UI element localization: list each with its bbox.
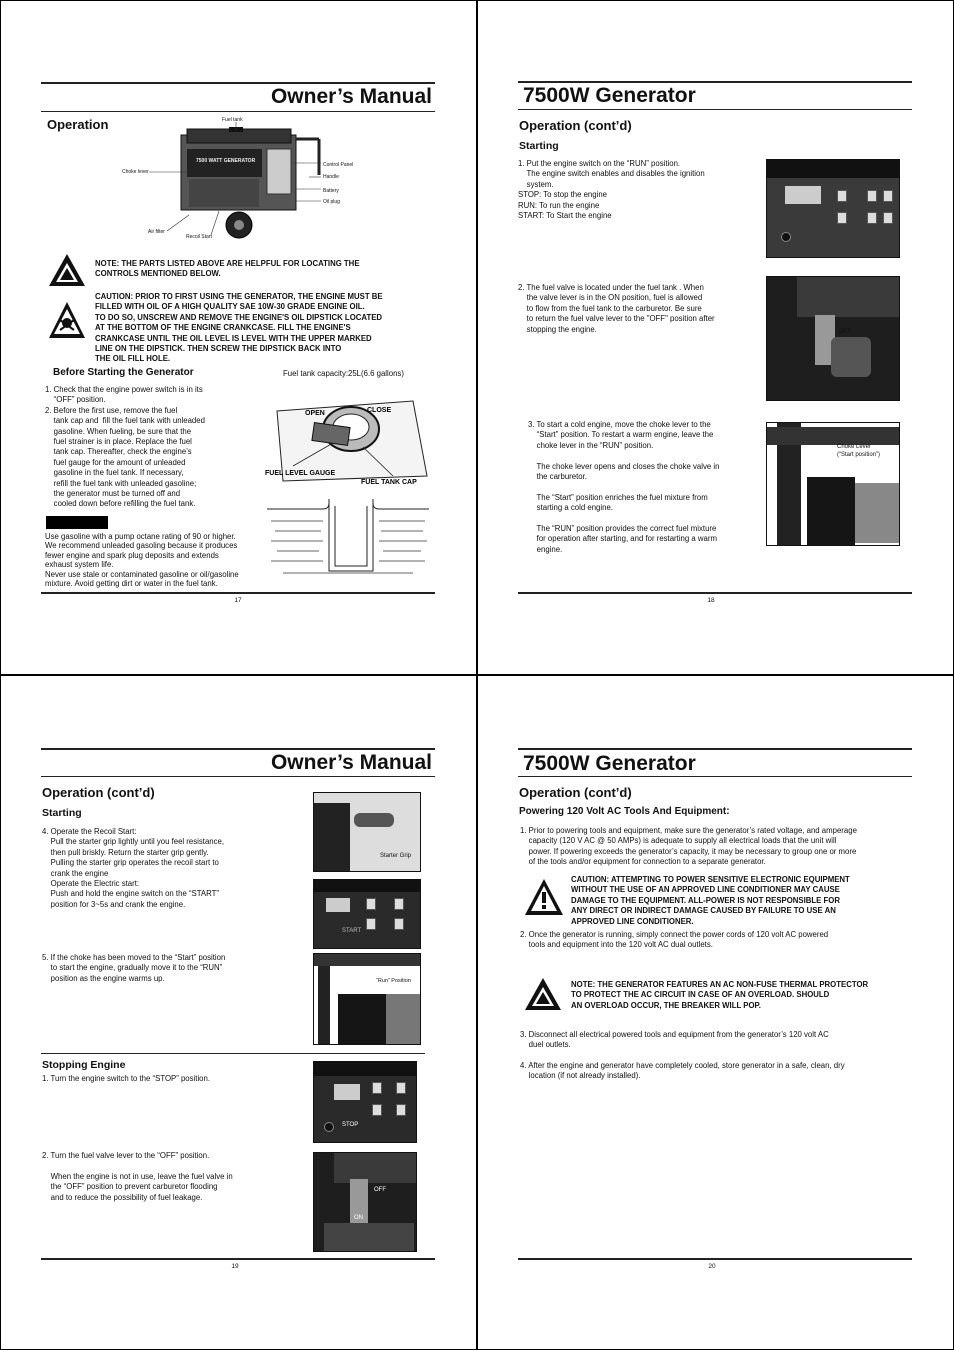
- section-title: Operation: [47, 117, 109, 132]
- step-4-recoil-start: 4. Operate the Recoil Start: Pull the starter grip lightly until you feel resistance, then pull briskly. Return the starter grip gently. Pulling the starter grip operates the recoil start to crank the engine Operate the Electric start: Push and hold the engine switch on the “START” position for 3~5s and crank the engine.: [42, 827, 225, 909]
- stop-label: STOP: [342, 1122, 359, 1128]
- header-rule-bottom: [41, 111, 435, 112]
- page-19: [0, 675, 477, 1350]
- step-3-choke: 3. To start a cold engine, move the choke lever to the “Start” position. To restart a warm engine, leave the choke lever in the “RUN” position. The choke lever opens and closes the choke valve in the carburetor. The “Start” position enriches the fuel mixture from starting a cold engine. The “RUN” position provides the correct fuel mixture for operation after starting, and for restarting a warm engine.: [528, 420, 720, 554]
- fuel-off-photo: [313, 1152, 417, 1252]
- page-20: [477, 675, 954, 1350]
- starting-heading: Starting: [519, 140, 559, 152]
- section-title: Operation (cont’d): [519, 785, 632, 800]
- footer-rule: [518, 1258, 912, 1260]
- item-4-store: 4. After the engine and generator have completely cooled, store generator in a safe, clean, dry location (if not already installed).: [520, 1061, 845, 1081]
- page-header: Owner’s Manual: [270, 751, 432, 774]
- black-label-bar: [46, 516, 108, 529]
- stop-switch-photo: [313, 1061, 417, 1143]
- section-title: Operation (cont’d): [42, 785, 155, 800]
- start-label: START: [342, 928, 362, 934]
- page-number: 17: [234, 597, 242, 604]
- on-label: ON: [354, 1215, 363, 1221]
- off-label: OFF: [374, 1187, 386, 1193]
- label-fuel-tank: Fuel tank: [222, 117, 243, 123]
- fuel-gauge-label: FUEL LEVEL GAUGE: [265, 470, 336, 477]
- starter-grip-label: Starter Grip: [380, 853, 412, 859]
- powering-heading: Powering 120 Volt AC Tools And Equipment:: [519, 806, 730, 817]
- footer-rule: [41, 1258, 435, 1260]
- label-control-panel: Control Panel: [323, 162, 354, 168]
- page-number: 19: [231, 1263, 239, 1270]
- fuel-capacity: Fuel tank capacity:25L(6.6 gallons): [283, 369, 404, 378]
- brand-label: 7500 WATT GENERATOR: [196, 158, 256, 164]
- thermal-protector-note: NOTE: THE GENERATOR FEATURES AN AC NON-FUSE THERMAL PROTECTOR TO PROTECT THE AC CIRCUIT IN CASE OF AN OVERLOAD. SHOULD AN OVERLOAD OCCUR, THE BREAKER WILL POP.: [571, 980, 869, 1010]
- section-divider: [41, 1053, 425, 1054]
- page-17: [0, 0, 477, 675]
- step-1-engine-switch: 1. Put the engine switch on the “RUN” position. The engine switch enables and disables the ignition system. STOP: To stop the engine RUN: To run the engine START: To Start the engine: [518, 159, 705, 221]
- page-number: 18: [707, 597, 715, 604]
- footer-rule: [518, 592, 912, 594]
- header-rule-bottom: [41, 776, 435, 777]
- item-2-connect: 2. Once the generator is running, simply connect the power cords of 120 volt AC powered tools and equipment into the 120 volt AC dual outlets.: [520, 930, 829, 950]
- generator-illustration: [119, 115, 359, 245]
- close-label: CLOSE: [367, 407, 392, 414]
- fuel-cap-label: FUEL TANK CAP: [361, 479, 417, 486]
- header-rule: [41, 82, 435, 84]
- stopping-engine-heading: Stopping Engine: [42, 1059, 126, 1071]
- page-header: 7500W Generator: [523, 752, 696, 775]
- exclamation-warning-icon: [523, 877, 565, 917]
- starter-grip-photo: [313, 792, 421, 872]
- item-3-disconnect: 3. Disconnect all electrical powered tools and equipment from the generator’s 120 volt AC duel outlets.: [520, 1030, 829, 1050]
- gasoline-info: Use gasoline with a pump octane rating of 90 or higher. We recommend unleaded gasoling because it produces fewer engine and spark plug deposits and extends exhaust system life. Never use stale or contaminated gasoline or oil/gasoline mixture. Avoid getting dirt or water in the fuel tank.: [45, 532, 239, 589]
- label-choke-lever: Choke lever: [122, 169, 149, 175]
- warning-triangle-icon: [47, 252, 87, 288]
- section-title: Operation (cont’d): [519, 118, 632, 133]
- page-header: Owner’s Manual: [270, 85, 432, 108]
- control-panel-photo: [766, 159, 900, 258]
- stop-step-2: 2. Turn the fuel valve lever to the “OFF” position. When the engine is not in use, leave the fuel valve in the “OFF” position to prevent carburetor flooding and to reduce the possibility of fuel leakage.: [42, 1151, 233, 1202]
- start-switch-photo: [313, 879, 421, 949]
- fuel-valve-photo: [766, 276, 900, 401]
- parts-note: NOTE: THE PARTS LISTED ABOVE ARE HELPFUL FOR LOCATING THE CONTROLS MENTIONED BELOW.: [95, 259, 360, 279]
- header-rule: [518, 81, 912, 83]
- open-label: OPEN: [305, 410, 325, 417]
- step-5-choke-run: 5. If the choke has been moved to the “Start” position to start the engine, gradually move it to the “RUN” position as the engine warms up.: [42, 953, 226, 983]
- label-oil-plug: Oil plug: [323, 199, 340, 205]
- page-number: 20: [708, 1263, 716, 1270]
- step-2-fuel-valve: 2. The fuel valve is located under the fuel tank . When the valve lever is in the ON position, fuel is allowed to flow from the fuel tank to the carburetor. Be sure to return the fuel valve lever to the "OFF" position after stopping the engine.: [518, 283, 715, 334]
- run-position-photo: [313, 953, 421, 1045]
- before-starting-steps: 1. Check that the engine power switch is in its “OFF” position. 2. Before the first use, remove the fuel tank cap and fill the fuel tank with unleaded gasoline. When fueling, be sure that the fuel strainer is in place. Replace the fuel tank cap. Thereafter, check the engine’s fuel gauge for the amount of unleaded gasoline in the fuel tank. If necessary, refill the fuel tank with unleaded gasoline; the generator must be turned off and cooled down before refilling the fuel tank.: [45, 385, 205, 509]
- starting-heading: Starting: [42, 807, 82, 819]
- label-recoil-start: Recoil Start: [186, 234, 212, 240]
- stop-step-1: 1. Turn the engine switch to the “STOP” position.: [42, 1074, 211, 1083]
- label-air-filter: Air filter: [148, 229, 165, 235]
- run-position-label: “Run” Position: [376, 978, 411, 984]
- warning-triangle-icon: [523, 976, 563, 1012]
- choke-lever-label: Choke Lever (“Start position”): [837, 444, 881, 458]
- before-starting-heading: Before Starting the Generator: [53, 367, 194, 378]
- page-18: [477, 0, 954, 675]
- header-rule-bottom: [518, 776, 912, 777]
- header-rule-bottom: [518, 109, 912, 110]
- item-1-capacity: 1. Prior to powering tools and equipment, make sure the generator’s rated voltage, and amperage capacity (120 V AC @ 50 AMPs) is adequate to supply all electrical loads that the unit will power. If powering exceeds the generator’s capacity, it may be necessary to group one or more of the tools and/or equipment for connection to a separate generator.: [520, 826, 857, 867]
- label-battery: Battery: [323, 188, 339, 194]
- page-header: 7500W Generator: [523, 84, 696, 107]
- oil-caution: CAUTION: PRIOR TO FIRST USING THE GENERATOR, THE ENGINE MUST BE FILLED WITH OIL OF A HIGH QUALITY SAE 10W-30 GRADE ENGINE OIL. TO DO SO, UNSCREW AND REMOVE THE ENGINE'S OIL DIPSTICK LOCATED AT THE BOTTOM OF THE ENGINE CRANKCASE. FILL THE ENGINE'S CRANKCASE UNTIL THE OIL LEVEL IS LEVEL WITH THE UPPER MARKED LINE ON THE DIPSTICK. THEN SCREW THE DIPSTICK BACK INTO THE OIL FILL HOLE.: [95, 292, 383, 364]
- label-handle: Handle: [323, 174, 339, 180]
- header-rule: [518, 748, 912, 750]
- choke-lever-photo: [766, 422, 900, 546]
- header-rule: [41, 748, 435, 750]
- line-conditioner-caution: CAUTION: ATTEMPTING TO POWER SENSITIVE ELECTRONIC EQUIPMENT WITHOUT THE USE OF AN APPROVED LINE CONDITIONER MAY CAUSE DAMAGE TO THE EQUIPMENT. ALL-POWER IS NOT RESPONSIBLE FOR ANY DIRECT OR INDIRECT DAMAGE CAUSED BY FAILURE TO USE AN APPROVED LINE CONDITIONER.: [571, 875, 850, 926]
- poison-hazard-icon: [47, 300, 87, 340]
- off-label: OFF: [839, 329, 851, 335]
- footer-rule: [41, 592, 435, 594]
- fuel-tank-diagram: [263, 381, 433, 586]
